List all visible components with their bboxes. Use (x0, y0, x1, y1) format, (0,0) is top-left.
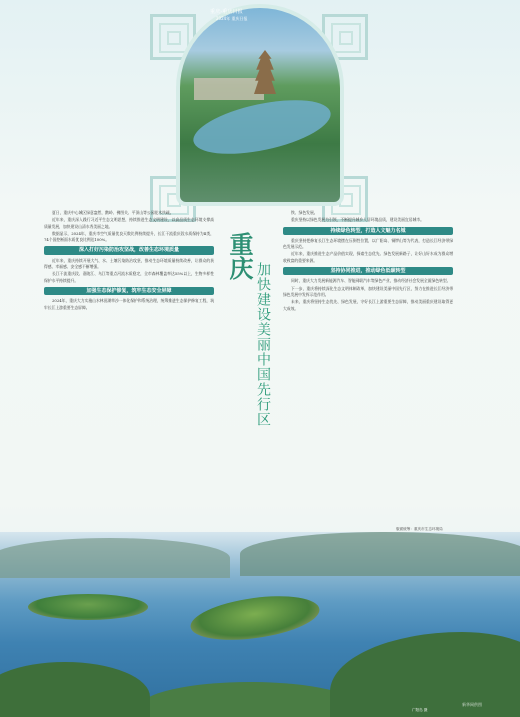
headline-sub: 加快建设美丽中国先行区 (255, 262, 271, 427)
hero-pagoda (254, 50, 276, 94)
shoreline (0, 662, 150, 717)
paragraph: 近年来，重庆持续开展大气、水、土壤污染防治攻坚，推动生态环境质量持续改善，让群众的获得感、幸福感、安全感不断增强。 (44, 257, 214, 270)
article-right-column (283, 210, 453, 528)
photo-credit: 广阳岛 摄 (412, 708, 428, 712)
paragraph: 2024年，重庆大力实施山水林田湖草沙一体化保护和系统治理，统筹推进生态保护修复工程，筑牢长江上游重要生态屏障。 (44, 298, 214, 310)
masthead-subtitle: 2024年 重庆日报 (216, 16, 248, 21)
paragraph: 下一步，重庆将持续深化生态文明体制改革，加快建设美丽中国先行区，努力在推进长江经济带绿色发展中发挥示范作用。 (283, 285, 453, 297)
hero-buildings (194, 78, 264, 100)
watermark: 新华网供图 (462, 702, 482, 707)
landscape-photo (0, 532, 520, 717)
hero-photo (176, 4, 344, 206)
island (188, 589, 322, 647)
paragraph: 铁、绿色发展。 (291, 210, 318, 215)
shoreline (330, 632, 520, 717)
section-heading: 深入打好污染防治攻坚战，改善生态环境质量 (44, 246, 214, 254)
paragraph: 长江干流重庆段、嘉陵江、乌江等重点河流水质稳定，全市森林覆盖率达55%以上，生物多样性保护水平持续提升。 (44, 271, 214, 283)
article-left-column (44, 210, 214, 528)
section-heading: 持续绿色转型，打造人文魅力名城 (283, 227, 453, 235)
paragraph: 重庆坚持把修复长江生态环境摆在压倒性位置，以广阳岛、铜锣山等为代表，打造长江经济带绿色发展示范。 (283, 237, 453, 250)
paragraph: 同时，重庆大力发展新能源汽车、智能网联汽车等绿色产业，推动经济社会发展全面绿色转型。 (291, 278, 451, 284)
headline-main: 重庆 (225, 232, 254, 280)
byline: 版面统筹：重庆市生态环境局 (396, 527, 443, 531)
hero-river (189, 90, 336, 164)
paragraph: 重庆坚持以绿色发展为引领，不断提升城乡人居环境品质，建设美丽宜居城市。 (291, 217, 424, 223)
paragraph: 近年来，重庆推进生态产品价值实现，探索生态优先、绿色发展新路子，让好山好水成为群众增收致富的重要来源。 (283, 251, 453, 263)
island (28, 594, 148, 620)
section-heading: 加强生态保护修复，筑牢生态安全屏障 (44, 287, 214, 295)
section-heading: 坚持协同推进，推动绿色低碳转型 (283, 267, 453, 275)
distant-mountains (240, 532, 520, 576)
paragraph: 近年来，重庆深入践行习近平生态文明思想，持续推进生态文明建设，以高品质生态环境支撑高质量发展，加快建设山清水秀美丽之地。 (44, 217, 214, 229)
distant-mountains (0, 538, 230, 578)
paragraph: 未来，重庆将坚持生态优先、绿色发展，守好长江上游重要生态屏障，推动美丽重庆建设取得更大成效。 (283, 299, 453, 311)
paragraph: 数据显示，2024年，重庆市空气质量优良天数比例持续提升，长江干流重庆段水质保持为Ⅱ类，74个国控断面水质优良比例达100%。 (44, 230, 214, 243)
masthead-title: 重庆·重庆日报 (210, 9, 243, 15)
paragraph: 夏日，重庆中心城区绿意盎然，鹅岭、佛图关、平顶山等公园花木扶疏。 (52, 210, 174, 215)
shoreline (140, 682, 360, 717)
